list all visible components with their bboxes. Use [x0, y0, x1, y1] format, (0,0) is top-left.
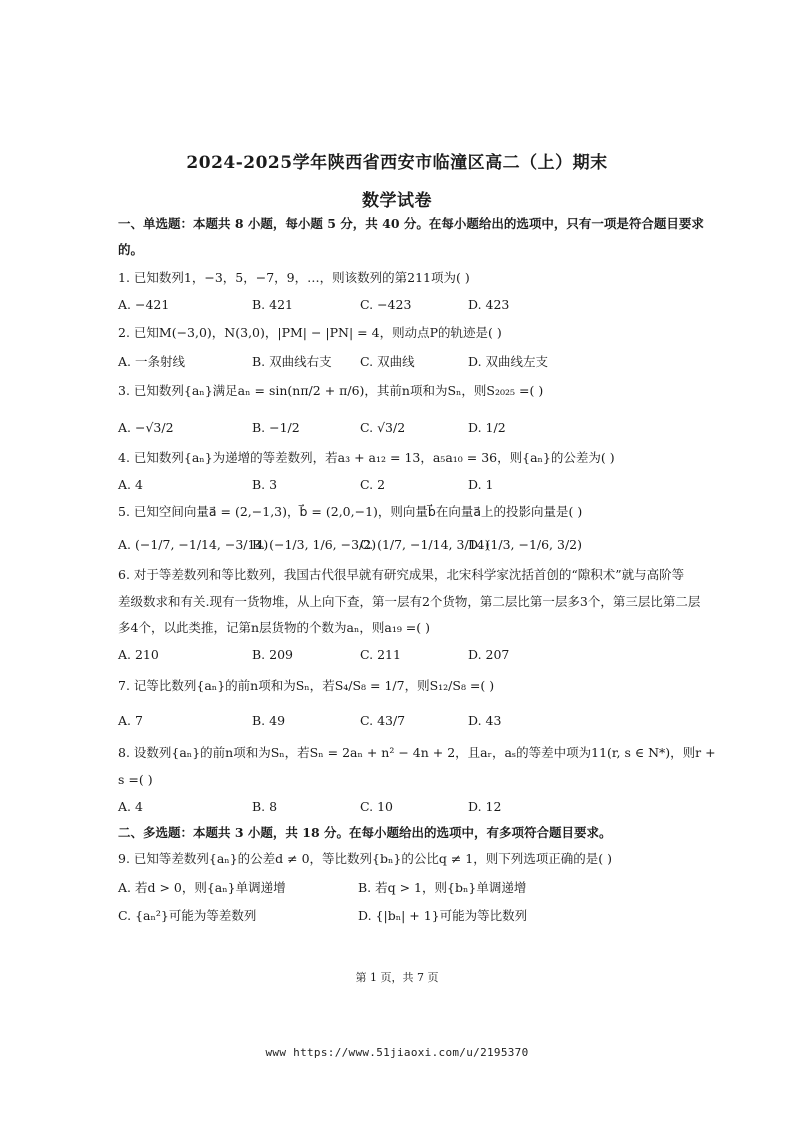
question-3: 3. 已知数列{aₙ}满足aₙ = sin(nπ/2 + π/6)，其前n项和为Sₙ，则S₂₀₂₅ =( )	[118, 383, 544, 398]
option-d: D. {|bₙ| + 1}可能为等比数列	[358, 908, 528, 923]
option-a: A. 4	[118, 477, 143, 492]
option-c: C. −423	[360, 297, 412, 312]
page-number: 第 1 页，共 7 页	[355, 971, 439, 984]
option-d: D. 1	[468, 477, 494, 492]
option-c: C. 43/7	[360, 713, 406, 728]
option-c: C. (1/7, −1/14, 3/14)	[360, 537, 490, 552]
option-b: B. (−1/3, 1/6, −3/2)	[252, 537, 377, 552]
option-a: A. −√3/2	[118, 420, 174, 435]
question-8-options	[118, 799, 678, 815]
question-5-options	[118, 537, 678, 553]
question-2-options	[118, 352, 678, 368]
option-d: D. 207	[468, 647, 510, 662]
section1-heading: 一、单选题：本题共 8 小题，每小题 5 分，共 40 分。在每小题给出的选项中，只有一项是符合题目要求	[118, 216, 704, 231]
option-a: A. 210	[118, 647, 159, 662]
question-8-line-2: s =( )	[118, 772, 153, 787]
option-d: D. (1/3, −1/6, 3/2)	[468, 537, 582, 552]
section1-heading-cont: 的。	[118, 242, 144, 257]
question-1-options	[118, 297, 678, 313]
question-1: 1. 已知数列1，−3，5，−7，9，…，则该数列的第211项为( )	[118, 270, 470, 285]
option-b: B. 3	[252, 477, 278, 492]
option-c: C. √3/2	[360, 420, 406, 435]
question-6-line-1: 6. 对于等差数列和等比数列，我国古代很早就有研究成果，北宋科学家沈括首创的“隙积术”就与高阶等	[118, 567, 685, 582]
option-d: D. 12	[468, 799, 502, 814]
option-c: C. 双曲线	[360, 354, 415, 369]
option-b: B. 若q > 1，则{bₙ}单调递增	[358, 880, 527, 895]
option-d: D. 43	[468, 713, 502, 728]
question-3-options	[118, 420, 678, 436]
option-c: C. 2	[360, 477, 386, 492]
exam-title: 2024-2025学年陕西省西安市临潼区高二（上）期末	[186, 153, 608, 173]
option-a: A. −421	[118, 297, 170, 312]
question-4-options	[118, 477, 678, 493]
question-4: 4. 已知数列{aₙ}为递增的等差数列，若a₃ + a₁₂ = 13，a₅a₁₀ = 36，则{aₙ}的公差为( )	[118, 450, 615, 465]
option-a: A. 7	[118, 713, 143, 728]
watermark-url: www https://www.51jiaoxi.com/u/2195370	[265, 1046, 529, 1059]
option-c: C. {aₙ²}可能为等差数列	[118, 908, 257, 923]
question-8-line-1: 8. 设数列{aₙ}的前n项和为Sₙ，若Sₙ = 2aₙ + n² − 4n + 2，且aᵣ，aₛ的等差中项为11(r, s ∈ N*)，则r +	[118, 745, 716, 760]
question-9: 9. 已知等差数列{aₙ}的公差d ≠ 0，等比数列{bₙ}的公比q ≠ 1，则下列选项正确的是( )	[118, 851, 612, 866]
section2-heading: 二、多选题：本题共 3 小题，共 18 分。在每小题给出的选项中，有多项符合题目要求。	[118, 825, 612, 840]
question-6-line-3: 多4个，以此类推，记第n层货物的个数为aₙ，则a₁₉ =( )	[118, 620, 431, 635]
question-7-options	[118, 713, 678, 729]
question-2: 2. 已知M(−3,0)，N(3,0)，|PM| − |PN| = 4，则动点P的轨迹是( )	[118, 325, 502, 340]
option-a: A. 4	[118, 799, 143, 814]
option-d: D. 双曲线左支	[468, 354, 549, 369]
question-9-options-row-2	[118, 906, 678, 922]
option-b: B. 49	[252, 713, 286, 728]
option-d: D. 1/2	[468, 420, 506, 435]
option-a: A. 若d > 0，则{aₙ}单调递增	[118, 880, 286, 895]
option-d: D. 423	[468, 297, 510, 312]
exam-subtitle: 数学试卷	[362, 191, 432, 211]
question-6-line-2: 差级数求和有关.现有一货物堆，从上向下查，第一层有2个货物，第二层比第一层多3个，第三层比第二层	[118, 594, 701, 609]
option-b: B. 209	[252, 647, 293, 662]
question-9-options-row-1	[118, 878, 678, 894]
option-b: B. 8	[252, 799, 278, 814]
option-c: C. 10	[360, 799, 393, 814]
option-b: B. −1/2	[252, 420, 300, 435]
option-b: B. 421	[252, 297, 293, 312]
question-5: 5. 已知空间向量a⃗ = (2,−1,3)，b⃗ = (2,0,−1)，则向量b⃗在向量a⃗上的投影向量是( )	[118, 504, 583, 519]
option-c: C. 211	[360, 647, 401, 662]
option-b: B. 双曲线右支	[252, 354, 332, 369]
question-7: 7. 记等比数列{aₙ}的前n项和为Sₙ，若S₄/S₈ = 1/7，则S₁₂/S₈ =( )	[118, 678, 495, 693]
option-a: A. (−1/7, −1/14, −3/14)	[118, 537, 269, 552]
option-a: A. 一条射线	[118, 354, 185, 369]
question-6-options	[118, 647, 678, 663]
